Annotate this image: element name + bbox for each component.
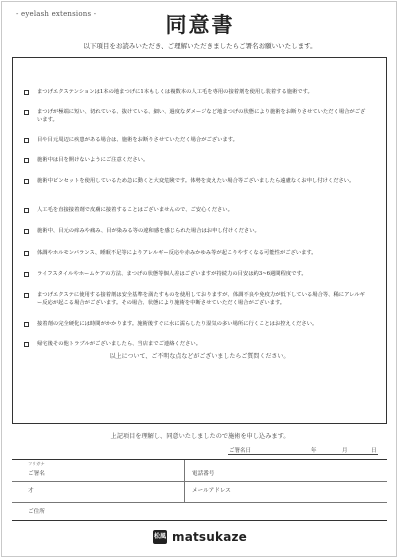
checklist-item xyxy=(24,88,369,96)
date-prefix-label: ご署名日 xyxy=(229,448,252,454)
brand-name: matsukaze xyxy=(171,530,248,544)
date-year-label: 年 xyxy=(311,448,317,454)
checklist-item xyxy=(24,291,369,307)
checklist-item-text: 施術中、目元の痒みや痛み、目が染みる等の違和感を感じられた場合はお申し付けください。 xyxy=(37,228,260,234)
checklist-item-text: まつげエクステに使用する接着剤は安全基準を満たすものを使用しておりますが、体調不良や免疫力が低下している場合等、稀にアレルギー反応が起こる場合がございます。その場合、状態により施術を中断させていただく場合がございます。 xyxy=(37,292,365,306)
checklist-item-text: 体調やホルモンバランス、睡眠不足等によりアレルギー反応や赤みかゆみ等が起こりやすくなる可能性がございます。 xyxy=(37,250,317,256)
date-month-label: 月 xyxy=(342,448,348,454)
checklist-item-text: 帰宅後その他トラブルがございましたら、当店までご連絡ください。 xyxy=(37,341,201,347)
page-title: 同意書 xyxy=(165,13,235,37)
brand-mark-icon: 松風 xyxy=(153,530,167,544)
checkbox[interactable] xyxy=(24,110,29,115)
checkbox[interactable] xyxy=(24,229,29,234)
checklist-item-text: 人工毛を直接接着剤で皮膚に接着することはございませんので、ご安心ください。 xyxy=(37,207,233,213)
checklist-item xyxy=(24,227,369,235)
checkbox[interactable] xyxy=(24,342,29,347)
checklist-item xyxy=(24,340,369,348)
agreement-statement: 上記項目を理解し、同意いたしましたので施術を申し込みます。 xyxy=(110,433,290,440)
checkbox[interactable] xyxy=(24,322,29,327)
checklist-item xyxy=(24,108,369,124)
row-divider xyxy=(12,481,387,482)
furigana-label: フリガナ xyxy=(28,461,45,466)
email-label: メールアドレス xyxy=(192,488,231,494)
customer-info-form xyxy=(12,459,387,521)
name-label: ご署名 xyxy=(28,471,45,477)
checkbox[interactable] xyxy=(24,272,29,277)
row-divider xyxy=(12,502,387,503)
header-subtitle: - eyelash extensions - xyxy=(16,10,97,18)
phone-label: 電話番号 xyxy=(192,471,215,477)
column-divider xyxy=(184,460,185,502)
age-label: 才 xyxy=(28,488,34,494)
checklist-item xyxy=(24,320,369,328)
checklist-item-text: まつげエクステンションは1本の地まつげに1本もしくは複数本の人工毛を専用の接着剤を使用し装着する施術です。 xyxy=(37,89,313,95)
checklist-item xyxy=(24,270,369,278)
checklist-item xyxy=(24,136,369,144)
date-underline xyxy=(228,454,378,455)
checkbox[interactable] xyxy=(24,138,29,143)
checklist-item-text: 目や目元周辺に疾患がある場合は、施術をお断りさせていただく場合がございます。 xyxy=(37,137,238,143)
brand-logo xyxy=(0,530,400,544)
checkbox[interactable] xyxy=(24,251,29,256)
intro-text: 以下項目をお読みいただき、ご理解いただきましたらご署名お願いいたします。 xyxy=(83,42,317,50)
checklist-item xyxy=(24,177,369,185)
consent-checklist xyxy=(12,57,387,424)
checkbox[interactable] xyxy=(24,90,29,95)
checklist-item-text: 接着剤の完全硬化には時間がかかります。施術後すぐに水に濡らしたり湿気の多い場所に行くことはお控えください。 xyxy=(37,321,318,327)
checkbox[interactable] xyxy=(24,208,29,213)
checklist-item xyxy=(24,206,369,214)
checkbox[interactable] xyxy=(24,293,29,298)
checklist-item-text: 施術中ピンセットを使用しているため急に動くと大変危険です。体勢を変えたい場合等ございましたら遠慮なくお申し付けください。 xyxy=(37,178,355,184)
checkbox[interactable] xyxy=(24,158,29,163)
address-label: ご住所 xyxy=(28,509,45,515)
checklist-item-text: 施術中は目を開けないようにご注意ください。 xyxy=(37,157,149,163)
date-day-label: 日 xyxy=(371,448,377,454)
checklist-item-text: ライフスタイルやホームケアの方法、まつげの状態等個人差はございますが持続力の目安は約3~6週間程度です。 xyxy=(37,271,307,277)
closing-note: 以上について、ご不明な点などがございましたらご質問ください。 xyxy=(109,353,290,360)
checklist-item-text: まつげが極端に短い、切れている、抜けている、細い、過度なダメージなど地まつげの状態により施術をお断りさせていただく場合がございます。 xyxy=(37,109,366,123)
checklist-item xyxy=(24,249,369,257)
checkbox[interactable] xyxy=(24,179,29,184)
checklist-item xyxy=(24,156,369,164)
